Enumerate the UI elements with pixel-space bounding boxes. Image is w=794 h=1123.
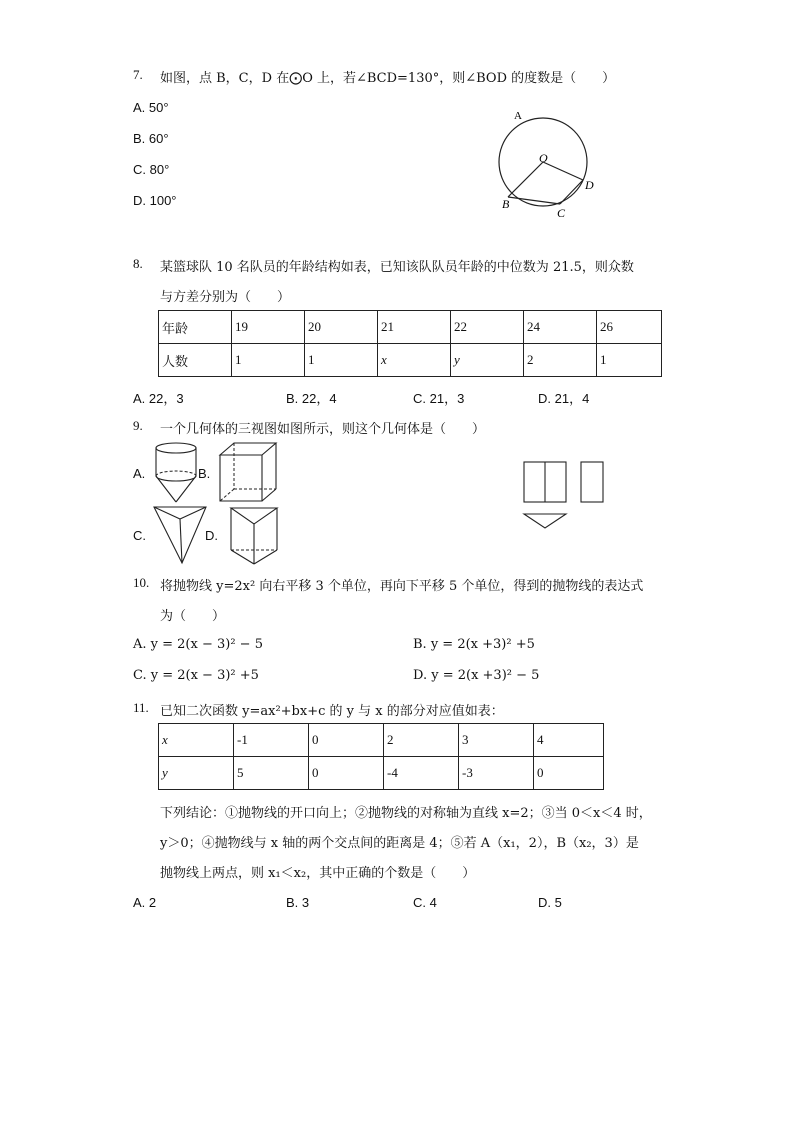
q9-stem: 一个几何体的三视图如图所示，则这个几何体是（ ） <box>160 422 486 437</box>
q7-label-d: D <box>585 178 594 192</box>
q9-option-c-figure <box>152 505 208 565</box>
table-cell: 21 <box>378 311 451 344</box>
q8-age-table <box>158 310 662 377</box>
q7-option-c: C. 80° <box>133 162 170 177</box>
table-cell: 0 <box>309 757 384 790</box>
q7-label-b: B <box>502 197 510 211</box>
q7-label-c: C <box>557 206 566 220</box>
q9-number: 9. <box>133 418 143 433</box>
q8-option-d: D. 21，4 <box>538 391 590 406</box>
q7-option-a: A. 50° <box>133 100 169 115</box>
q8-stem-line1: 某篮球队 10 名队员的年龄结构如表，已知该队队员年龄的中位数为 21.5，则众数 <box>160 260 634 275</box>
table-cell: 年龄 <box>159 311 232 344</box>
q11-option-d: D. 5 <box>538 895 562 910</box>
q9-option-d-label: D. <box>205 528 218 543</box>
q9-option-a-label: A. <box>133 466 146 481</box>
q10-stem-line1: 将抛物线 y=2x² 向右平移 3 个单位，再向下平移 5 个单位，得到的抛物线的表达式 <box>160 579 644 594</box>
table-cell: 4 <box>534 724 604 757</box>
q8-number: 8. <box>133 256 143 271</box>
q10-stem-line2: 为（ ） <box>160 609 226 624</box>
table-cell: 人数 <box>159 344 232 377</box>
table-cell: -3 <box>459 757 534 790</box>
q8-option-a: A. 22，3 <box>133 391 184 406</box>
table-cell: 2 <box>384 724 459 757</box>
q10-option-c: C. y = 2(x − 3)² +5 <box>133 668 259 683</box>
q10-number: 10. <box>133 575 150 590</box>
q10-option-b: B. y = 2(x +3)² +5 <box>413 637 535 652</box>
q9-three-views <box>520 460 610 532</box>
q9-option-c-label: C. <box>133 528 146 543</box>
table-cell: 0 <box>309 724 384 757</box>
table-cell: 2 <box>524 344 597 377</box>
q9-option-b-figure <box>218 441 278 503</box>
q8-option-c: C. 21，3 <box>413 391 465 406</box>
q11-value-table <box>158 723 604 790</box>
table-cell: 5 <box>234 757 309 790</box>
table-cell: -4 <box>384 757 459 790</box>
table-cell: 1 <box>232 344 305 377</box>
table-cell: 24 <box>524 311 597 344</box>
table-cell: 1 <box>597 344 662 377</box>
table-cell: 22 <box>451 311 524 344</box>
q7-option-d: D. 100° <box>133 193 177 208</box>
q9-option-d-figure <box>229 504 279 566</box>
table-cell: 26 <box>597 311 662 344</box>
table-cell: 1 <box>305 344 378 377</box>
q7-label-a: A <box>514 110 522 122</box>
q11-stem: 已知二次函数 y=ax²+bx+c 的 y 与 x 的部分对应值如表： <box>160 704 504 719</box>
q9-option-b-label: B. <box>198 466 211 481</box>
table-cell: 3 <box>459 724 534 757</box>
table-cell: x <box>378 344 451 377</box>
table-cell: y <box>451 344 524 377</box>
table-cell: y <box>159 757 234 790</box>
table-row <box>159 724 604 757</box>
q7-circle-figure <box>490 100 610 225</box>
table-row <box>159 757 604 790</box>
q7-number: 7. <box>133 67 143 82</box>
table-cell: 19 <box>232 311 305 344</box>
q8-option-b: B. 22，4 <box>286 391 337 406</box>
table-row <box>159 311 662 344</box>
q11-option-a: A. 2 <box>133 895 157 910</box>
q7-label-o: O <box>539 151 548 165</box>
table-row <box>159 344 662 377</box>
q11-number: 11. <box>133 700 149 715</box>
q11-conclusion-line3: 抛物线上两点，则 x₁＜x₂，其中正确的个数是（ ） <box>160 866 476 881</box>
q11-conclusion-line1: 下列结论：①抛物线的开口向上；②抛物线的对称轴为直线 x=2；③当 0＜x＜4 时， <box>160 806 652 821</box>
table-cell: 0 <box>534 757 604 790</box>
q10-option-a: A. y = 2(x − 3)² − 5 <box>133 637 263 652</box>
table-cell: -1 <box>234 724 309 757</box>
q11-option-b: B. 3 <box>286 895 310 910</box>
table-cell: 20 <box>305 311 378 344</box>
q7-stem: 如图，点 B，C，D 在⨀O 上，若∠BCD=130°，则∠BOD 的度数是（ ） <box>160 71 616 86</box>
q9-option-a-figure <box>150 440 202 506</box>
q11-option-c: C. 4 <box>413 895 437 910</box>
q7-option-b: B. 60° <box>133 131 169 146</box>
q10-option-d: D. y = 2(x +3)² − 5 <box>413 668 540 683</box>
q11-conclusion-line2: y＞0；④抛物线与 x 轴的两个交点间的距离是 4；⑤若 A（x₁，2），B（x₂，3）是 <box>160 836 639 851</box>
table-cell: x <box>159 724 234 757</box>
q8-stem-line2: 与方差分别为（ ） <box>160 290 291 305</box>
